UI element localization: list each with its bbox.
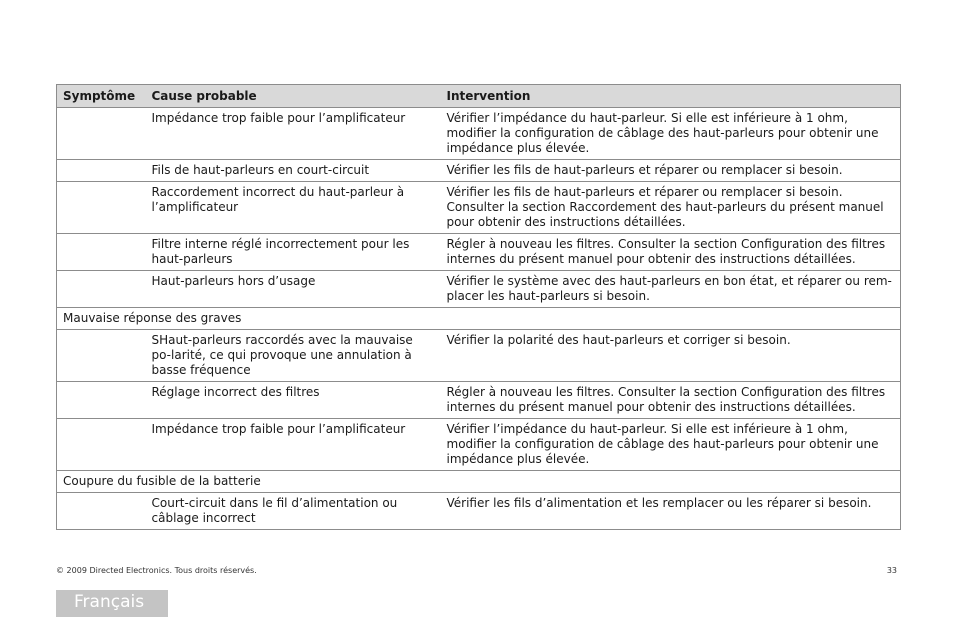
cause-cell: SHaut-parleurs raccordés avec la mauvaise po-larité, ce qui provoque une annulation à basse fréquence bbox=[146, 330, 441, 382]
symptom-group-row bbox=[57, 471, 901, 493]
intervention-cell: Vérifier l’impédance du haut-parleur. Si elle est inférieure à 1 ohm, modifier la configuration de câblage des haut-parleurs pour obtenir une impédance plus élevée. bbox=[441, 108, 901, 160]
cause-cell: Impédance trop faible pour l’amplificateur bbox=[146, 419, 441, 471]
intervention-cell: Vérifier les fils d’alimentation et les remplacer ou les réparer si besoin. bbox=[441, 493, 901, 530]
header-intervention: Intervention bbox=[441, 85, 901, 108]
symptom-cell bbox=[57, 382, 146, 419]
intervention-cell: Régler à nouveau les filtres. Consulter la section Configuration des filtres internes du présent manuel pour obtenir des instructions détaillées. bbox=[441, 382, 901, 419]
symptom-group-row bbox=[57, 308, 901, 330]
cause-cell: Raccordement incorrect du haut-parleur à l’amplificateur bbox=[146, 182, 441, 234]
intervention-cell: Vérifier le système avec des haut-parleurs en bon état, et réparer ou rem-placer les haut-parleurs si besoin. bbox=[441, 271, 901, 308]
table-row bbox=[57, 493, 901, 530]
cause-cell: Fils de haut-parleurs en court-circuit bbox=[146, 160, 441, 182]
cause-cell: Court-circuit dans le fil d’alimentation ou câblage incorrect bbox=[146, 493, 441, 530]
symptom-cell bbox=[57, 271, 146, 308]
symptom-cell bbox=[57, 330, 146, 382]
table-row bbox=[57, 182, 901, 234]
table-row bbox=[57, 330, 901, 382]
header-symptom: Symptôme bbox=[57, 85, 146, 108]
symptom-cell bbox=[57, 234, 146, 271]
intervention-cell: Régler à nouveau les filtres. Consulter la section Configuration des filtres internes du présent manuel pour obtenir des instructions détaillées. bbox=[441, 234, 901, 271]
table-row bbox=[57, 382, 901, 419]
table-header-row bbox=[57, 85, 901, 108]
header-cause: Cause probable bbox=[146, 85, 441, 108]
language-tab: Français bbox=[56, 590, 168, 617]
symptom-cell bbox=[57, 108, 146, 160]
page-number: 33 bbox=[886, 566, 897, 575]
table-row bbox=[57, 160, 901, 182]
intervention-cell: Vérifier l’impédance du haut-parleur. Si elle est inférieure à 1 ohm, modifier la configuration de câblage des haut-parleurs pour obtenir une impédance plus élevée. bbox=[441, 419, 901, 471]
cause-cell: Impédance trop faible pour l’amplificateur bbox=[146, 108, 441, 160]
intervention-cell: Vérifier les fils de haut-parleurs et réparer ou remplacer si besoin. bbox=[441, 160, 901, 182]
troubleshooting-table bbox=[56, 84, 901, 530]
symptom-cell bbox=[57, 419, 146, 471]
table-row bbox=[57, 108, 901, 160]
symptom-cell bbox=[57, 182, 146, 234]
cause-cell: Haut-parleurs hors d’usage bbox=[146, 271, 441, 308]
table-row bbox=[57, 271, 901, 308]
intervention-cell: Vérifier les fils de haut-parleurs et réparer ou remplacer si besoin. Consulter la section Raccordement des haut-parleurs du présent manuel pour obtenir des instructions détaillées. bbox=[441, 182, 901, 234]
cause-cell: Réglage incorrect des filtres bbox=[146, 382, 441, 419]
intervention-cell: Vérifier la polarité des haut-parleurs et corriger si besoin. bbox=[441, 330, 901, 382]
copyright-text: © 2009 Directed Electronics. Tous droits réservés. bbox=[56, 566, 257, 575]
table-row bbox=[57, 234, 901, 271]
symptom-label: Coupure du fusible de la batterie bbox=[57, 471, 901, 493]
symptom-cell bbox=[57, 493, 146, 530]
cause-cell: Filtre interne réglé incorrectement pour les haut-parleurs bbox=[146, 234, 441, 271]
symptom-label: Mauvaise réponse des graves bbox=[57, 308, 901, 330]
table-row bbox=[57, 419, 901, 471]
symptom-cell bbox=[57, 160, 146, 182]
